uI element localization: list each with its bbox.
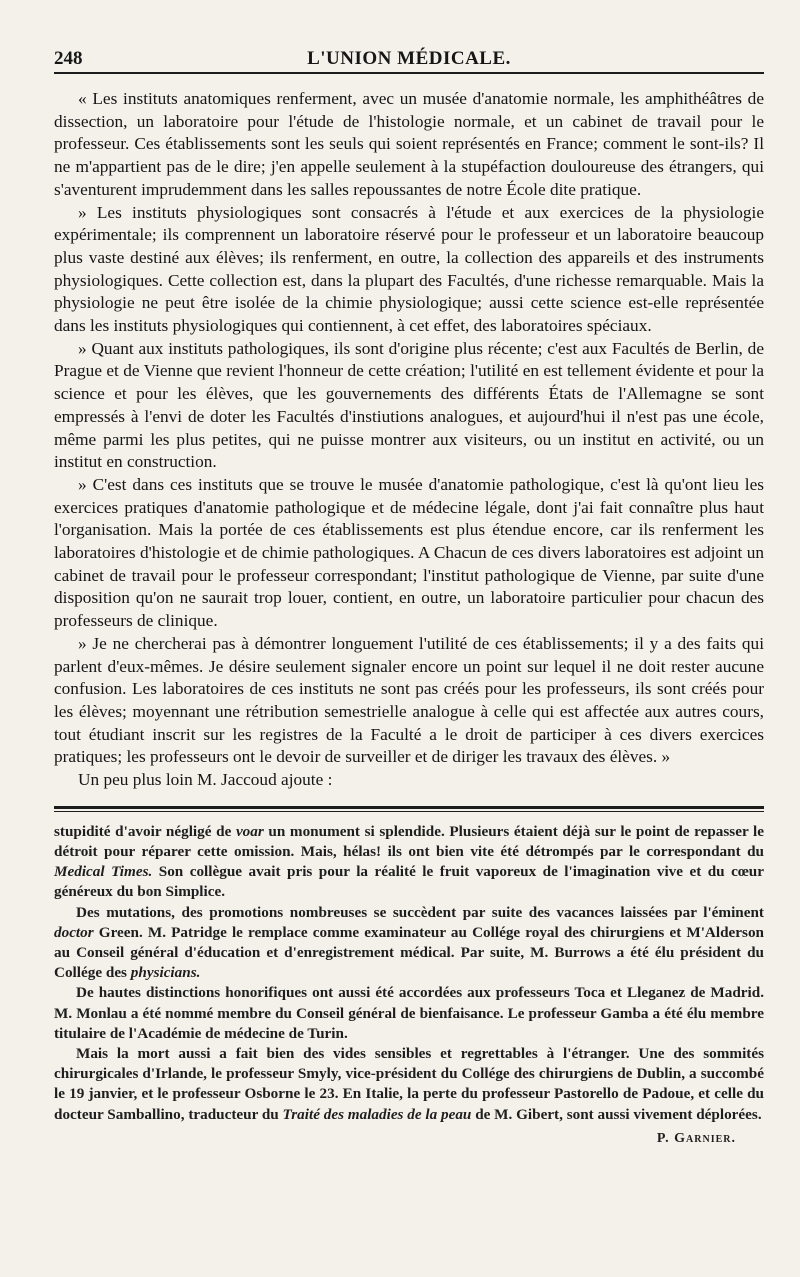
italic-run: Traité des maladies de la peau bbox=[282, 1105, 472, 1123]
page-header bbox=[54, 42, 764, 72]
text-run: de M. Gibert, sont aussi vivement déplorées. bbox=[471, 1105, 762, 1123]
italic-run: Medical Times. bbox=[54, 863, 153, 881]
paragraph: » Quant aux instituts pathologiques, ils sont d'origine plus récente; c'est aux Facultés de Berlin, de Prague et de Vienne que revient l'honneur de cette création; l'utilité en est tellement évidente et pour la science et pour les élèves, que les gouvernements des différents États de l'Allemagne se sont empressés à l'envi de doter les Facultés d'instiutions analogues, et aujourd'hui il n'est pas une école, même parmi les plus petites, qui ne puisse montrer aux visiteurs, ou un institut en activité, ou un institut en construction. bbox=[54, 338, 764, 472]
italic-run: voar bbox=[235, 822, 264, 840]
paragraph: Un peu plus loin M. Jaccoud ajoute : bbox=[78, 770, 333, 790]
text-run: stupidité d'avoir négligé de bbox=[54, 822, 236, 840]
paragraph: » Je ne chercherai pas à démontrer longuement l'utilité de ces établissements; il y a des faits qui parlent d'eux-mêmes. Je désire seulement signaler encore un point sur lequel il ne doit rester aucune confusion. Les laboratoires de ces instituts ne sont pas créés pour les professeurs, ils sont créés pour les élèves; moyennant une rétribution semestrielle analogue à celle qui est affectée aux autres cours, tout étudiant inscrit sur les registres de la Faculté a le droit de participer à ces divers exercices pratiques; les professeurs ont le devoir de surveiller et de diriger les travaux des élèves. » bbox=[54, 633, 764, 767]
footnotes bbox=[54, 822, 764, 1149]
text-run: Des mutations, des promotions nombreuses se succèdent par suite des vacances laissées par l'éminent bbox=[76, 903, 764, 921]
text-run: un monument si splendide. Plusieurs étaient déjà sur le point de repasser le détroit pour réparer cette omission. Mais, hélas! ils ont bien vite été détrompés par le correspondant du bbox=[54, 822, 764, 860]
text-run: Green. M. Patridge le remplace comme examinateur au Collége royal des chirurgiens et M'Alderson au Conseil général d'éducation et d'enregistrement médical. Par suite, M. Burrows a été élu président du Collége des bbox=[54, 923, 764, 982]
footnote-separator bbox=[54, 806, 764, 812]
paragraph: « Les instituts anatomiques renferment, avec un musée d'anatomie normale, les amphithéâtres de dissection, un laboratoire pour l'étude de l'histologie normale, et un cabinet de travail pour le professeur. Ces établissements sont les seuls qui soient représentés en France; comment le sont-ils? Il ne m'appartient pas de le dire; j'en appelle seulement à la stupéfaction douloureuse des étrangers, qui s'aventurent imprudemment dans les salles repoussantes de notre École dite pratique. bbox=[54, 89, 764, 199]
paragraph: » Les instituts physiologiques sont consacrés à l'étude et aux exercices de la physiologie expérimentale; ils comprennent un laboratoire réservé pour le professeur et un laboratoire beaucoup plus vaste destiné aux élèves; ils renferment, en outre, la collection des appareils et des instruments physiologiques. Cette collection est, dans la plupart des Facultés, d'une richesse remarquable. Mais la physiologie ne peut être isolée de la chimie physiologique; aussi cette science est-elle représentée dans les instituts physiologiques qui contiennent, à cet effet, des laboratoires spéciaux. bbox=[54, 202, 764, 336]
footnote-paragraph bbox=[54, 822, 764, 903]
paragraph: » C'est dans ces instituts que se trouve le musée d'anatomie pathologique, c'est là qu'ont lieu les exercices pratiques d'anatomie pathologique et de médecine légale, dont j'ai fait connaître plus haut l'organisation. Mais la portée de ces établissements est plus étendue encore, car ils renferment les laboratoires d'histologie et de chimie pathologiques. A Chacun de ces divers laboratoires est adjoint un cabinet de travail pour le professeur correspondant; l'institut pathologique de Vienne, par suite d'une disposition qu'on ne saurait trop louer, contient, en outre, un laboratoire particulier pour chacun des professeurs de clinique. bbox=[54, 474, 764, 631]
header-rule bbox=[54, 72, 764, 74]
text-run: Mais la mort aussi a fait bien des vides sensibles et regrettables à l'étranger. Une des sommités chirurgicales d'Irlande, le professeur Smyly, vice-président du Collége des chirurgiens de Dublin, a succombé le 19 janvier, et le professeur Osborne le 23. En Italie, la perte du professeur Pastorello de Padoue, et celle du docteur Samballino, traducteur du bbox=[54, 1045, 764, 1123]
main-text bbox=[54, 88, 764, 792]
running-head: L'UNION MÉDICALE. bbox=[307, 48, 511, 69]
footnote-paragraph bbox=[54, 1044, 764, 1125]
italic-run: doctor bbox=[54, 923, 94, 941]
page-number: 248 bbox=[54, 48, 83, 69]
signature: P. Garnier. bbox=[656, 1130, 736, 1146]
text-run: Son collègue avait pris pour la réalité le fruit vaporeux de l'imagination vive et du cœur généreux du bon Simplice. bbox=[54, 863, 764, 901]
footnote-paragraph bbox=[54, 903, 764, 984]
italic-run: physicians. bbox=[130, 964, 201, 982]
footnote-paragraph: De hautes distinctions honorifiques ont aussi été accordées aux professeurs Toca et Lleganez de Madrid. M. Monlau a été nommé membre du Conseil général de bienfaisance. Le professeur Gamba a été élu membre titulaire de l'Académie de médecine de Turin. bbox=[54, 984, 764, 1042]
